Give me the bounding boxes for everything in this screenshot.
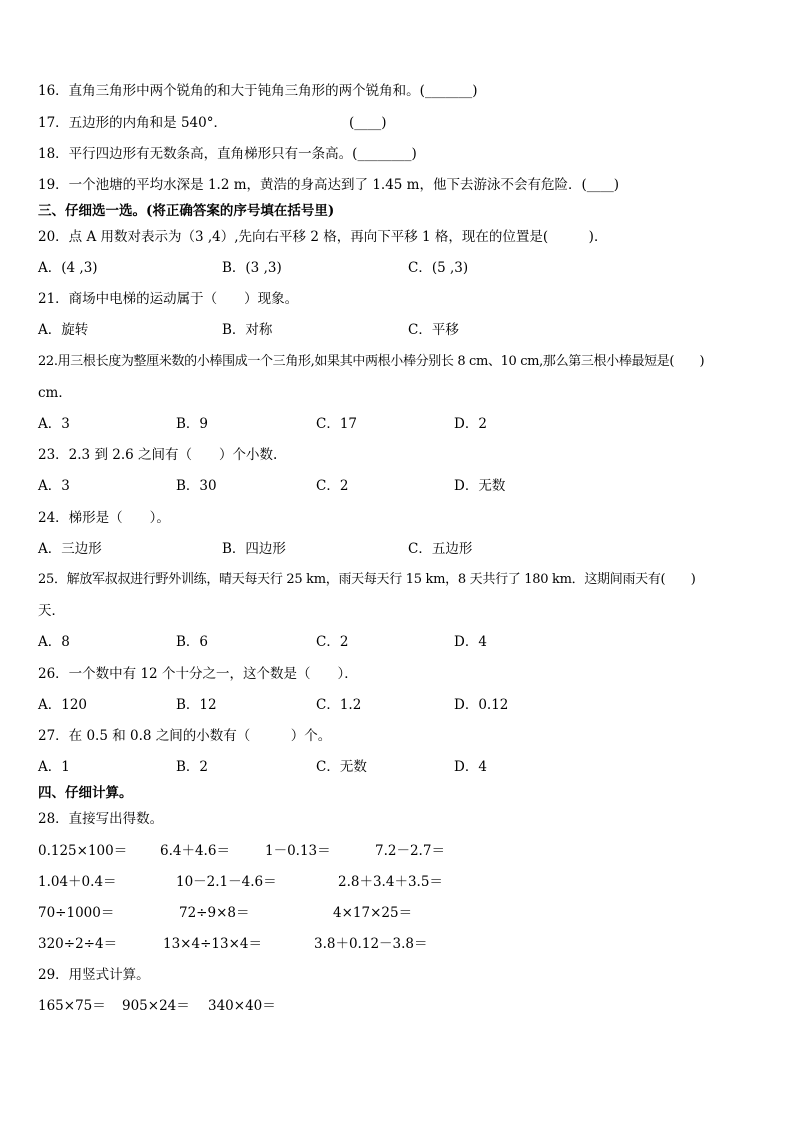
calc-item: 7.2－2.7＝	[375, 843, 445, 859]
question-22-line-2: cm．	[38, 385, 72, 401]
question-28: 28．直接写出得数。	[38, 811, 164, 827]
section-4-heading: 四、仔细计算。	[38, 785, 133, 801]
section-3-heading: 三、仔细选一选。(将正确答案的序号填在括号里)	[38, 203, 335, 219]
q24-option-b: B．四边形	[222, 541, 286, 557]
q23-option-d: D．无数	[454, 478, 506, 494]
q27-option-c: C．无数	[316, 759, 367, 775]
calc-item: 0.125×100＝	[38, 843, 128, 859]
q25-option-d: D．4	[454, 634, 487, 650]
q21-option-a: A．旋转	[38, 322, 89, 338]
calc-item: 72÷9×8＝	[179, 905, 250, 921]
q22-option-b: B．9	[176, 416, 209, 432]
q24-option-a: A．三边形	[38, 541, 102, 557]
q22-option-c: C．17	[316, 416, 358, 432]
calc-item: 1－0.13＝	[265, 843, 331, 859]
calc-item: 6.4＋4.6＝	[160, 843, 230, 859]
calc-item: 13×4÷13×4＝	[163, 936, 262, 952]
question-27: 27．在 0.5 和 0.8 之间的小数有（ ）个。	[38, 728, 332, 744]
q23-option-b: B．30	[176, 478, 217, 494]
q21-option-b: B．对称	[222, 322, 273, 338]
question-16: 16．直角三角形中两个锐角的和大于钝角三角形的两个锐角和。(_______)	[38, 83, 478, 99]
question-25-line-1: 25．解放军叔叔进行野外训练，晴天每天行 25 km，雨天每天行 15 km，8 天共行了 180 km．这期间雨天有( )	[38, 572, 696, 587]
q21-option-c: C．平移	[408, 322, 459, 338]
q25-option-a: A．8	[38, 634, 70, 650]
question-29: 29．用竖式计算。	[38, 967, 150, 983]
q20-option-b: B．(3 ,3)	[222, 260, 282, 276]
calc-item: 905×24＝	[122, 998, 190, 1014]
question-26: 26．一个数中有 12 个十分之一，这个数是（ ）．	[38, 666, 358, 682]
question-21: 21．商场中电梯的运动属于（ ）现象。	[38, 291, 299, 307]
q26-option-c: C．1.2	[316, 697, 362, 713]
question-25-line-2: 天．	[38, 603, 65, 619]
q22-option-d: D．2	[454, 416, 487, 432]
question-19: 19．一个池塘的平均水深是 1.2 m，黄浩的身高达到了 1.45 m，他下去游泳不会有危险．(____)	[38, 177, 620, 193]
q24-option-c: C．五边形	[408, 541, 473, 557]
calc-item: 10－2.1－4.6＝	[176, 874, 277, 890]
calc-item: 3.8＋0.12－3.8＝	[314, 936, 428, 952]
question-17: 17．五边形的内角和是 540°．	[38, 115, 227, 131]
q25-option-b: B．6	[176, 634, 209, 650]
calc-item: 70÷1000＝	[38, 905, 115, 921]
q22-option-a: A．3	[38, 416, 70, 432]
q27-option-d: D．4	[454, 759, 487, 775]
calc-item: 340×40＝	[208, 998, 276, 1014]
question-22-line-1: 22.用三根长度为整厘米数的小棒围成一个三角形,如果其中两根小棒分别长 8 cm、10 cm,那么第三根小棒最短是( )	[38, 354, 705, 369]
calc-item: 2.8＋3.4＋3.5＝	[338, 874, 443, 890]
q23-option-c: C．2	[316, 478, 349, 494]
question-23: 23．2.3 到 2.6 之间有（ ）个小数.	[38, 447, 278, 463]
question-20: 20．点 A 用数对表示为（3 ,4）,先向右平移 2 格，再向下平移 1 格，现在的位置是( )．	[38, 229, 608, 245]
question-24: 24．梯形是（ ）。	[38, 510, 170, 526]
question-17-blank: (____)	[349, 115, 387, 131]
q26-option-b: B．12	[176, 697, 217, 713]
calc-item: 165×75＝	[38, 998, 106, 1014]
calc-item: 4×17×25＝	[333, 905, 413, 921]
calc-item: 320÷2÷4＝	[38, 936, 118, 952]
q20-option-a: A．(4 ,3)	[38, 260, 98, 276]
q25-option-c: C．2	[316, 634, 349, 650]
calc-item: 1.04＋0.4＝	[38, 874, 117, 890]
q23-option-a: A．3	[38, 478, 70, 494]
q26-option-d: D．0.12	[454, 697, 509, 713]
q20-option-c: C．(5 ,3)	[408, 260, 469, 276]
q27-option-b: B．2	[176, 759, 209, 775]
question-18: 18．平行四边形有无数条高，直角梯形只有一条高。(________)	[38, 146, 417, 162]
q26-option-a: A．120	[38, 697, 88, 713]
q27-option-a: A．1	[38, 759, 70, 775]
